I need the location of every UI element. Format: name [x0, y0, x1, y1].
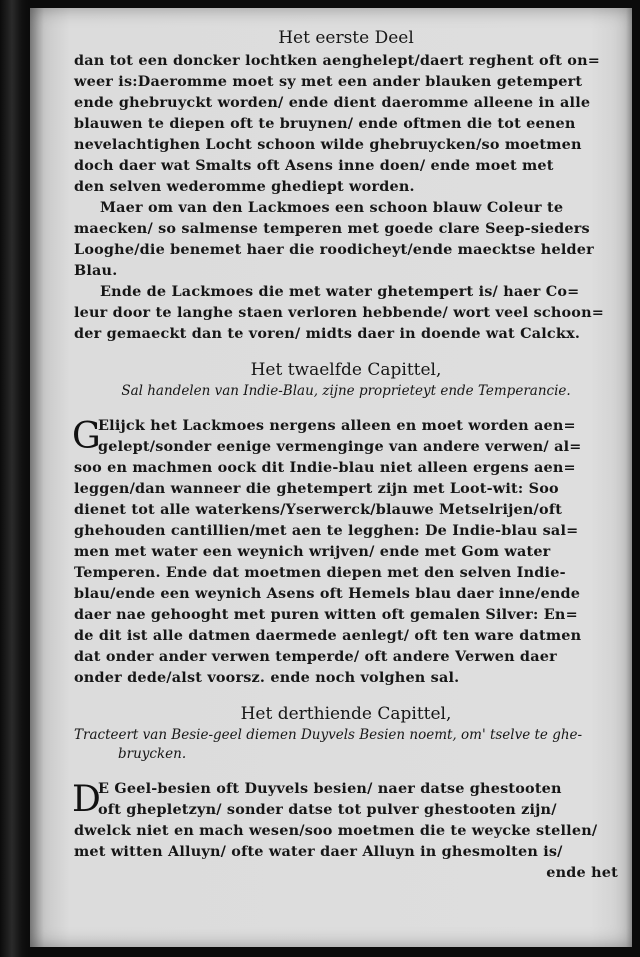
chapter-title: Het derthiende Capittel,	[240, 704, 452, 724]
paragraph-lackmoes-blue	[74, 197, 618, 281]
text-line: men met water een weynich wrijven/ ende met Gom water	[74, 543, 551, 560]
text-line: nevelachtighen Locht schoon wilde ghebruycken/so moetmen	[74, 136, 582, 153]
running-head: Het eerste Deel	[278, 28, 414, 48]
book-page	[30, 8, 632, 947]
drop-cap: D	[72, 779, 101, 820]
text-line: Looghe/die benemet haer die roodicheyt/ende maecktse helder	[74, 241, 594, 258]
chapter-13-body	[74, 778, 618, 883]
text-line: Blau.	[74, 262, 118, 279]
text-line: leur door te langhe staen verloren hebbende/ wort veel schoon=	[74, 304, 605, 321]
page-text-block	[74, 26, 618, 883]
text-line: oft ghepletzyn/ sonder datse tot pulver ghestooten zijn/	[98, 801, 557, 818]
text-line: der gemaeckt dan te voren/ midts daer in doende wat Calckx.	[74, 325, 581, 342]
text-line: dat onder ander verwen temperde/ oft andere Verwen daer	[74, 648, 557, 665]
text-line: E Geel-besien oft Duyvels besien/ naer datse ghestooten	[98, 780, 562, 797]
chapter-title: Het twaelfde Capittel,	[250, 360, 442, 380]
chapter-12-body	[74, 415, 618, 688]
text-line: dan tot een doncker lochtken aenghelept/daert reghent oft on=	[74, 52, 600, 69]
text-line: doch daer wat Smalts oft Asens inne doen/ ende moet met	[74, 157, 554, 174]
chapter-12	[74, 358, 618, 688]
text-line: de dit ist alle datmen daermede aenlegt/ oft ten ware datmen	[74, 627, 582, 644]
text-line: maecken/ so salmense temperen met goede clare Seep-sieders	[74, 220, 590, 237]
text-line: gelept/sonder eenige vermenginge van andere verwen/ al=	[98, 438, 582, 455]
text-line: ghehouden cantillien/met aen te legghen: De Indie-blau sal=	[74, 522, 579, 539]
chapter-subtitle-continued: bruycken.	[118, 746, 187, 762]
text-line: blauwen te diepen oft te bruynen/ ende oftmen die tot eenen	[74, 115, 576, 132]
text-line: onder dede/alst voorsz. ende noch volghen sal.	[74, 669, 460, 686]
text-line: soo en machmen oock dit Indie-blau niet alleen ergens aen=	[74, 459, 576, 476]
text-line: Elijck het Lackmoes nergens alleen en moet worden aen=	[98, 417, 576, 434]
text-line: Ende de Lackmoes die met water ghetempert is/ haer Co=	[100, 283, 580, 300]
chapter-subtitle: Tracteert van Besie-geel diemen Duyvels Besien noemt, om' tselve te ghe-	[74, 727, 583, 743]
text-line: weer is:Daeromme moet sy met een ander blauken getempert	[74, 73, 583, 90]
text-line: dwelck niet en mach wesen/soo moetmen die te weycke stellen/	[74, 822, 598, 839]
paragraph-lackmoes-water	[74, 281, 618, 344]
text-line: blau/ende een weynich Asens oft Hemels blau daer inne/ende	[74, 585, 581, 602]
text-line: daer nae gehooght met puren witten oft gemalen Silver: En=	[74, 606, 578, 623]
text-line: Temperen. Ende dat moetmen diepen met den selven Indie-	[74, 564, 566, 581]
chapter-subtitle: Sal handelen van Indie-Blau, zijne proprieteyt ende Temperancie.	[121, 383, 571, 399]
text-line: den selven wederomme ghediept worden.	[74, 178, 415, 195]
text-line: met witten Alluyn/ ofte water daer Alluyn in ghesmolten is/	[74, 843, 563, 860]
chapter-13	[74, 702, 618, 883]
text-line: leggen/dan wanneer die ghetempert zijn met Loot-wit: Soo	[74, 480, 559, 497]
text-line: ende ghebruyckt worden/ ende dient daeromme alleene in alle	[74, 94, 591, 111]
text-line: Maer om van den Lackmoes een schoon blauw Coleur te	[100, 199, 564, 216]
drop-cap: G	[72, 416, 101, 457]
catchword: ende het	[546, 864, 618, 881]
intro-paragraph	[74, 50, 618, 197]
text-line: dienet tot alle waterkens/Yserwerck/blauwe Metselrijen/oft	[74, 501, 563, 518]
